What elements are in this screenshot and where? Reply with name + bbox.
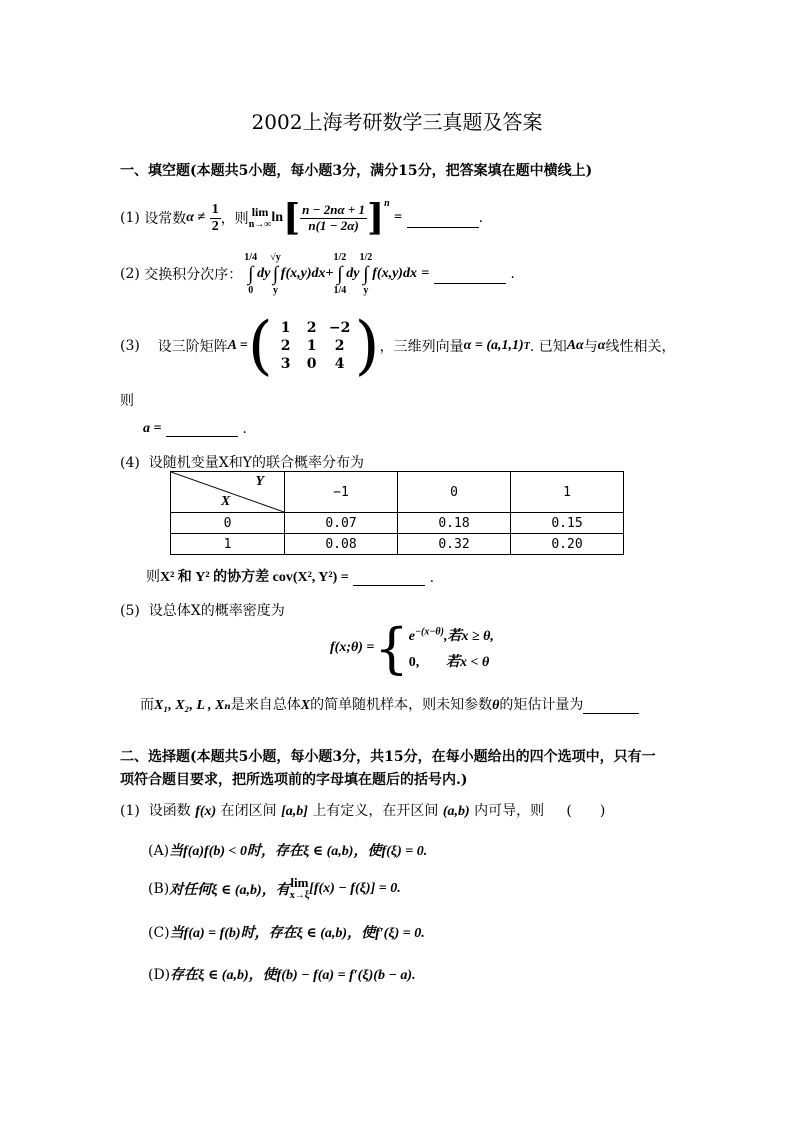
integral-bounds: 1/2 ∫ y xyxy=(359,252,373,296)
page-title: 2002上海考研数学三真题及答案 xyxy=(251,110,543,134)
integrand: f(x,y)dx xyxy=(372,266,417,281)
period: . xyxy=(429,570,435,586)
question-1-4 xyxy=(120,452,364,472)
table-cell: 0.18 xyxy=(398,513,511,534)
question-number: (1) xyxy=(120,803,140,819)
integrand: f(x,y)dx xyxy=(280,266,326,281)
question-text: 则 xyxy=(146,569,160,585)
math: f(x) xyxy=(195,804,217,819)
table-cell: 0.07 xyxy=(285,513,398,534)
math: X₁, X₂, L , Xₙ xyxy=(154,698,231,713)
math: θ xyxy=(492,698,500,713)
condition: α ≠ xyxy=(186,210,206,225)
plus: + xyxy=(325,266,334,281)
left-brace: { xyxy=(374,616,409,680)
covariance-line xyxy=(146,566,434,586)
question-text: 设总体X的概率密度为 xyxy=(148,603,285,619)
dy: dy xyxy=(257,266,271,281)
question-text: 而 xyxy=(140,697,154,713)
question-text: . 已知 xyxy=(529,339,567,355)
limit: lim x→ξ xyxy=(289,875,310,902)
section2-heading-line1: 二、选择题(本题共5小题，每小题3分，共15分，在每小题给出的四个选项中，只有一 xyxy=(120,749,656,765)
question-1-2 xyxy=(120,252,515,296)
matrix: 1 2 −2 2 1 2 3 0 4 xyxy=(280,320,351,372)
moment-estimator-line xyxy=(140,694,639,714)
section1-heading: 一、填空题(本题共5小题，每小题3分，满分15分，把答案填在题中横线上) xyxy=(120,163,593,179)
column-header: −1 xyxy=(285,472,398,513)
option-a xyxy=(148,840,427,860)
table-row xyxy=(171,534,624,555)
period: . xyxy=(242,421,247,437)
ln-symbol: ln xyxy=(271,210,284,225)
question-text: 设随机变量X和Y的联合概率分布为 xyxy=(148,455,364,471)
option-label: (D) xyxy=(148,967,171,983)
question-text: 与 xyxy=(583,339,598,355)
answer-parentheses: ( ) xyxy=(566,803,606,819)
cases xyxy=(409,625,494,671)
inner-fraction: $\frac{n - 2n\alpha + 1}{n(1 - 2\alpha)}$ xyxy=(302,202,366,233)
density-function xyxy=(330,616,494,680)
exponent: n xyxy=(384,198,390,209)
question-text: 上有定义，在开区间 xyxy=(312,803,439,819)
question-number: (5) xyxy=(120,603,140,619)
answer-blank xyxy=(353,569,425,586)
question-text: 的矩估计量为 xyxy=(499,697,584,713)
matrix-left-paren: ( xyxy=(247,309,273,383)
option-text: 存在ξ ∈ (a,b)，使f(b) − f(a) = f′(ξ)(b − a). xyxy=(170,968,416,983)
question-text: 的简单随机样本，则未知参数 xyxy=(310,697,493,713)
math: X xyxy=(300,698,311,713)
math: a = xyxy=(143,421,162,436)
row-header: 1 xyxy=(171,534,285,555)
right-bracket: ] xyxy=(367,197,385,239)
header-y: Y xyxy=(255,474,264,489)
answer-blank xyxy=(583,697,639,714)
question-1-1 xyxy=(120,198,483,238)
matrix-right-paren: ) xyxy=(354,309,380,383)
table-cell: 0.32 xyxy=(398,534,511,555)
question-text: 设函数 xyxy=(148,803,191,819)
fraction: $\frac{1}{2}$ xyxy=(211,202,219,234)
row-header: 0 xyxy=(171,513,285,534)
header-x: X xyxy=(221,494,231,509)
integral-bounds: 1/2 ∫ 1/4 xyxy=(333,252,347,296)
dy: dy xyxy=(346,266,360,281)
case-2: 0, 若x < θ xyxy=(408,655,490,670)
question-text: 内可导，则 xyxy=(474,803,545,819)
math: f(x;θ) = xyxy=(330,640,375,655)
column-header: 1 xyxy=(511,472,624,513)
option-label: (C) xyxy=(148,925,170,941)
then-text: 则 xyxy=(120,393,134,409)
question-number: (1) xyxy=(120,210,140,226)
case-1: $e^{-(x-\theta)}$,若x ≥ θ, xyxy=(408,626,494,644)
question-text: 在闭区间 xyxy=(220,803,277,819)
question-number: (3) xyxy=(120,338,140,354)
math: [a,b] xyxy=(281,804,308,819)
question-1-3 xyxy=(120,310,676,382)
equals: = xyxy=(421,266,430,281)
table-cell: 0.08 xyxy=(285,534,398,555)
answer-line xyxy=(143,420,247,437)
table-cell: 0.15 xyxy=(511,513,624,534)
option-b xyxy=(148,876,401,901)
column-header: 0 xyxy=(398,472,511,513)
period: . xyxy=(478,210,484,226)
question-number: (4) xyxy=(120,455,140,471)
integral-bounds: √y ∫ y xyxy=(270,252,281,296)
math: (a,b) xyxy=(442,804,470,819)
question-text: 线性相关， xyxy=(605,339,676,355)
math: X² 和 Y² 的协方差 cov(X², Y²) = xyxy=(160,570,349,585)
joint-distribution-table xyxy=(170,471,624,555)
matrix-label: A = xyxy=(227,338,248,353)
left-bracket: [ xyxy=(283,197,301,239)
answer-blank xyxy=(407,209,479,228)
answer-blank xyxy=(166,420,238,437)
option-text: 当f(a) = f(b)时，存在ξ ∈ (a,b)，使f′(ξ) = 0. xyxy=(169,926,425,941)
option-text: 当f(a)f(b) < 0时，存在ξ ∈ (a,b)，使f(ξ) = 0. xyxy=(169,844,428,859)
answer-blank xyxy=(434,265,506,284)
transpose: T xyxy=(523,340,530,352)
table-row xyxy=(171,513,624,534)
option-d xyxy=(148,964,416,984)
option-c xyxy=(148,922,425,942)
vector: α = (a,1,1) xyxy=(463,338,524,353)
question-text: 是来自总体 xyxy=(230,697,301,713)
limit: lim n→∞ xyxy=(248,204,272,231)
table-header-corner xyxy=(171,472,285,513)
integral-bounds: 1/4 ∫ 0 xyxy=(244,252,258,296)
question-text: 设常数 xyxy=(144,211,187,227)
math: α xyxy=(597,338,606,353)
option-label: (B) xyxy=(148,880,170,897)
section2-heading-line2: 项符合题目要求，把所选项前的字母填在题后的括号内.) xyxy=(120,772,468,788)
option-label: (A) xyxy=(148,843,170,859)
equals: = xyxy=(394,210,403,225)
question-text: 交换积分次序： xyxy=(144,267,243,283)
question-text: 设三阶矩阵 xyxy=(157,339,228,355)
question-number: (2) xyxy=(120,266,140,282)
option-text: [f(x) − f(ξ)] = 0. xyxy=(309,880,401,896)
table-cell: 0.20 xyxy=(511,534,624,555)
question-2-1 xyxy=(120,800,605,820)
option-text: 对任何ξ ∈ (a,b)，有 xyxy=(169,882,290,898)
question-text: ，三维列向量 xyxy=(379,339,464,355)
question-text: ，则 xyxy=(220,211,249,227)
math: Aα xyxy=(566,338,584,353)
question-1-5 xyxy=(120,600,285,620)
period: . xyxy=(510,266,515,282)
